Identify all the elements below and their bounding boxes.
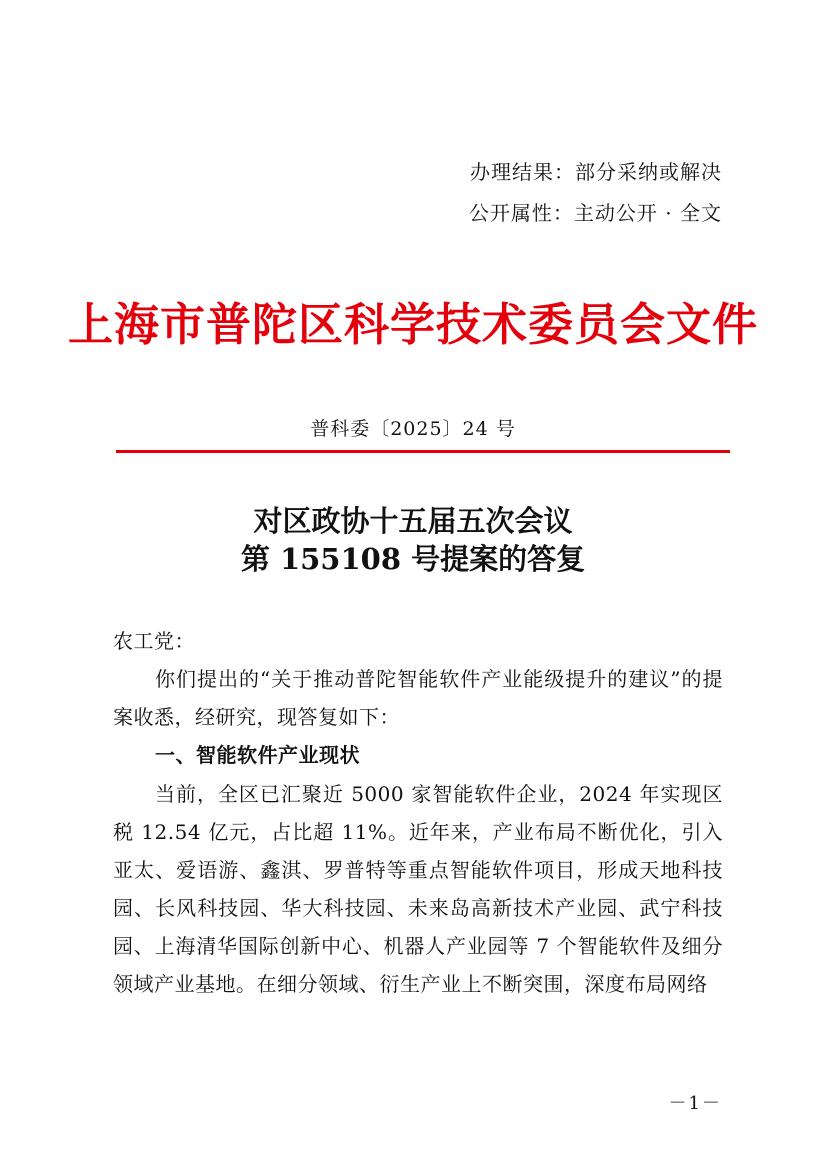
section-1-paragraph: 当前，全区已汇聚近 5000 家智能软件企业，2024 年实现区税 12.54 亿元，占比超 11%。近年来，产业布局不断优化，引入亚太、爱语游、鑫淇、罗普特等重点智能软件项目，形成天地科技园、长风科技园、华大科技园、未来岛高新技术产业园、武宁科技园、上海清华国际创新中心、机器人产业园等 7 个智能软件及细分领域产业基地。在细分领域、衍生产业上不断突围，深度布局网络	[113, 782, 723, 996]
red-divider-line	[116, 450, 730, 453]
disclosure-attribute: 公开属性：主动公开 · 全文	[468, 201, 722, 225]
document-number: 普科委〔2025〕24 号	[310, 418, 516, 440]
page-number: －1－	[668, 1093, 722, 1114]
document-title-line-1: 对区政协十五届五次会议	[253, 504, 573, 538]
salutation: 农工党：	[113, 629, 195, 653]
handling-result: 办理结果：部分采纳或解决	[470, 160, 722, 184]
document-title-line-2: 第 155108 号提案的答复	[240, 542, 586, 576]
issuing-organization-title: 上海市普陀区科学技术委员会文件	[67, 298, 758, 351]
section-heading-1: 一、智能软件产业现状	[155, 743, 360, 767]
opening-paragraph: 你们提出的“关于推动普陀智能软件产业能级提升的建议”的提案收悉，经研究，现答复如下：	[113, 667, 723, 729]
document-title	[0, 502, 826, 578]
